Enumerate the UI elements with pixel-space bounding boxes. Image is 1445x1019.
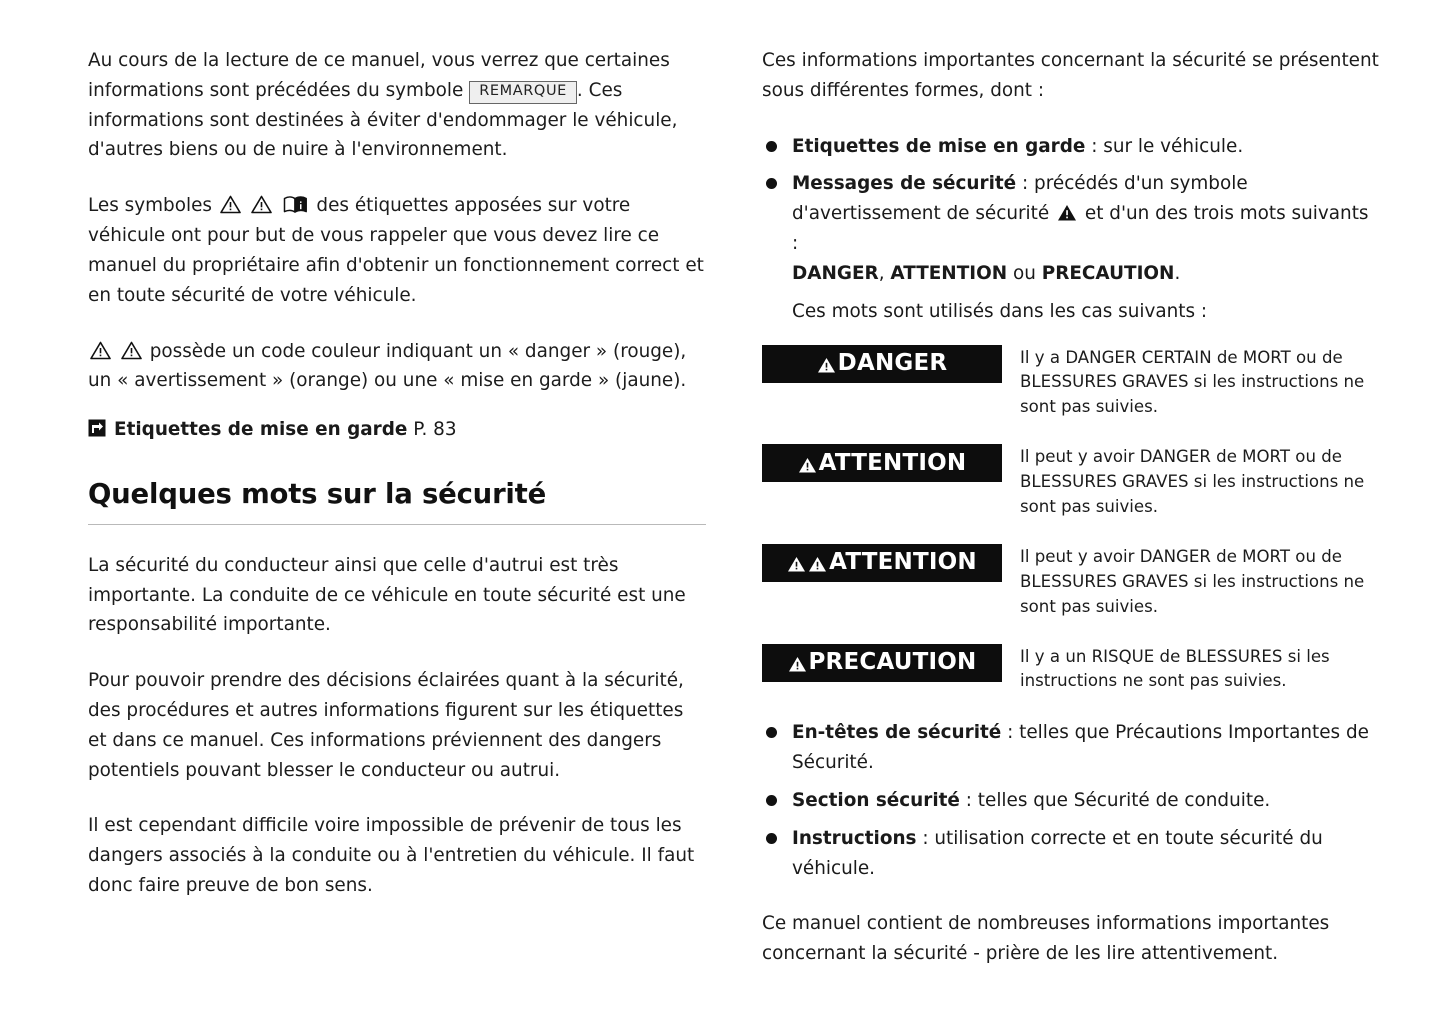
- remarque-badge: REMARQUE: [469, 81, 577, 104]
- signal-description: Il y a DANGER CERTAIN de MORT ou de BLESSURES GRAVES si les instructions ne sont pas suivies.: [1020, 347, 1365, 417]
- left-column: [88, 46, 706, 927]
- usage-line: Ces mots sont utilisés dans les cas suivants :: [792, 300, 1208, 322]
- signal-word-attention: ATTENTION: [890, 262, 1008, 284]
- bullet-dot-icon: [766, 141, 777, 152]
- list-item: [762, 169, 1380, 288]
- paragraph-securite-1: La sécurité du conducteur ainsi que celle d'autrui est très importante. La conduite de ce véhicule en toute sécurité est une responsabilité importante.: [88, 554, 686, 636]
- signal-label-precaution: [762, 644, 1002, 682]
- signal-sep-2: ou: [1007, 262, 1042, 284]
- msg-after-icon: et d'un des trois mots suivants :: [792, 203, 1369, 255]
- heading-divider: [88, 524, 706, 525]
- paragraph-code-couleur: [88, 337, 706, 397]
- safety-alert-icon: [788, 653, 807, 671]
- warning-triangle-icon-3: [90, 341, 111, 360]
- reference-title: Etiquettes de mise en garde: [114, 419, 408, 441]
- signal-word-table: [762, 345, 1380, 695]
- signal-label-text: ATTENTION: [818, 449, 967, 476]
- paragraph-remarque: [88, 46, 706, 165]
- signal-label-attention-double: [762, 544, 1002, 582]
- signal-word-danger: DANGER: [792, 262, 879, 284]
- bullet-text: : telles que Précautions Importantes de Sécurité.: [792, 722, 1369, 774]
- paragraph-securite-3: Il est cependant difficile voire impossible de prévenir de tous les dangers associés à la conduite ou à l'entretien du véhicule. Il faut donc faire preuve de bon sens.: [88, 815, 695, 897]
- list-item: [762, 718, 1380, 778]
- bullet-dot-icon: [766, 795, 777, 806]
- read-manual-icon: [283, 195, 308, 214]
- bullet-label: En-têtes de sécurité: [792, 722, 1002, 744]
- safety-alert-icon: [787, 553, 806, 571]
- para1-part2: . Ces informations sont destinées à éviter d'endommager le véhicule, d'autres biens ou de nuire à l'environnement.: [88, 79, 678, 161]
- bullet-label: Section sécurité: [792, 789, 960, 811]
- safety-alert-icon: [817, 354, 836, 372]
- warning-triangle-icon: [220, 195, 241, 214]
- safety-alert-icon: [1057, 203, 1077, 222]
- warning-triangle-icon-4: [121, 341, 142, 360]
- table-row: [762, 345, 1380, 421]
- table-row: [762, 544, 1380, 620]
- para3-part2: possède un code couleur indiquant un « danger » (rouge), un « avertissement » (orange) ou une « mise en garde » (jaune).: [88, 340, 687, 392]
- bullet-text: : utilisation correcte et en toute sécurité du véhicule.: [792, 827, 1323, 879]
- list-item: [762, 786, 1380, 816]
- paragraph-securite-2: Pour pouvoir prendre des décisions éclairées quant à la sécurité, des procédures et autres informations figurent sur les étiquettes et dans ce manuel. Ces informations préviennent des dangers potentiels pouvant blesser le conducteur ou autrui.: [88, 670, 684, 781]
- bullet-list-bottom: [762, 718, 1380, 883]
- signal-description: Il peut y avoir DANGER de MORT ou de BLESSURES GRAVES si les instructions ne sont pas suivies.: [1020, 546, 1365, 616]
- bullet-text: : telles que Sécurité de conduite.: [959, 789, 1271, 811]
- safety-alert-icon-2: [808, 553, 827, 571]
- reference-page: P. 83: [413, 419, 457, 441]
- section-heading: Quelques mots sur la sécurité: [88, 477, 547, 510]
- table-row: [762, 444, 1380, 520]
- list-item: [762, 132, 1380, 162]
- paragraph-closing: Ce manuel contient de nombreuses informations importantes concernant la sécurité - prière de les lire attentivement.: [762, 913, 1330, 965]
- bullet-dot-icon: [766, 727, 777, 738]
- signal-sep-1: ,: [878, 262, 891, 284]
- paragraph-intro-droite: Ces informations importantes concernant la sécurité se présentent sous différentes formes, dont :: [762, 50, 1379, 101]
- table-row: [762, 644, 1380, 695]
- bullet-label: Messages de sécurité: [792, 173, 1017, 195]
- bullet-text: : précédés d'un symbole d'avertissement de sécurité: [792, 173, 1248, 225]
- cross-reference[interactable]: [88, 416, 706, 444]
- bullet-text: : sur le véhicule.: [1085, 135, 1244, 157]
- warning-triangle-icon-2: [251, 195, 272, 214]
- arrow-reference-icon: [88, 418, 106, 436]
- signal-description: Il peut y avoir DANGER de MORT ou de BLESSURES GRAVES si les instructions ne sont pas suivies.: [1020, 447, 1365, 516]
- signal-word-precaution: PRECAUTION: [1041, 262, 1175, 284]
- para1-part1: Au cours de la lecture de ce manuel, vous verrez que certaines informations sont précédées du symbole: [88, 50, 670, 101]
- para2-part2: des étiquettes apposées sur votre véhicule ont pour but de vous rappeler que vous devez lire ce manuel du propriétaire afin d'obtenir un fonctionnement correct et en toute sécurité de votre véhicule.: [88, 195, 704, 306]
- bullet-dot-icon: [766, 178, 777, 189]
- signal-label-text: DANGER: [837, 350, 948, 376]
- signal-description: Il y a un RISQUE de BLESSURES si les instructions ne sont pas suivies.: [1020, 646, 1330, 691]
- para2-part1: Les symboles: [88, 195, 212, 217]
- signal-label-danger: [762, 345, 1002, 383]
- bullet-label: Etiquettes de mise en garde: [792, 135, 1086, 157]
- bullet-dot-icon: [766, 833, 777, 844]
- bullet-list-top: [762, 132, 1380, 289]
- bullet-label: Instructions: [792, 827, 917, 849]
- paragraph-symboles: [88, 191, 706, 310]
- right-column: [762, 46, 1380, 995]
- signal-end: .: [1174, 262, 1181, 284]
- two-column-layout: [88, 46, 1379, 995]
- signal-label-text: PRECAUTION: [808, 649, 977, 676]
- safety-alert-icon: [798, 454, 817, 472]
- signal-label-text: ATTENTION: [829, 549, 977, 576]
- signal-label-attention: [762, 444, 1002, 482]
- list-item: [762, 824, 1380, 884]
